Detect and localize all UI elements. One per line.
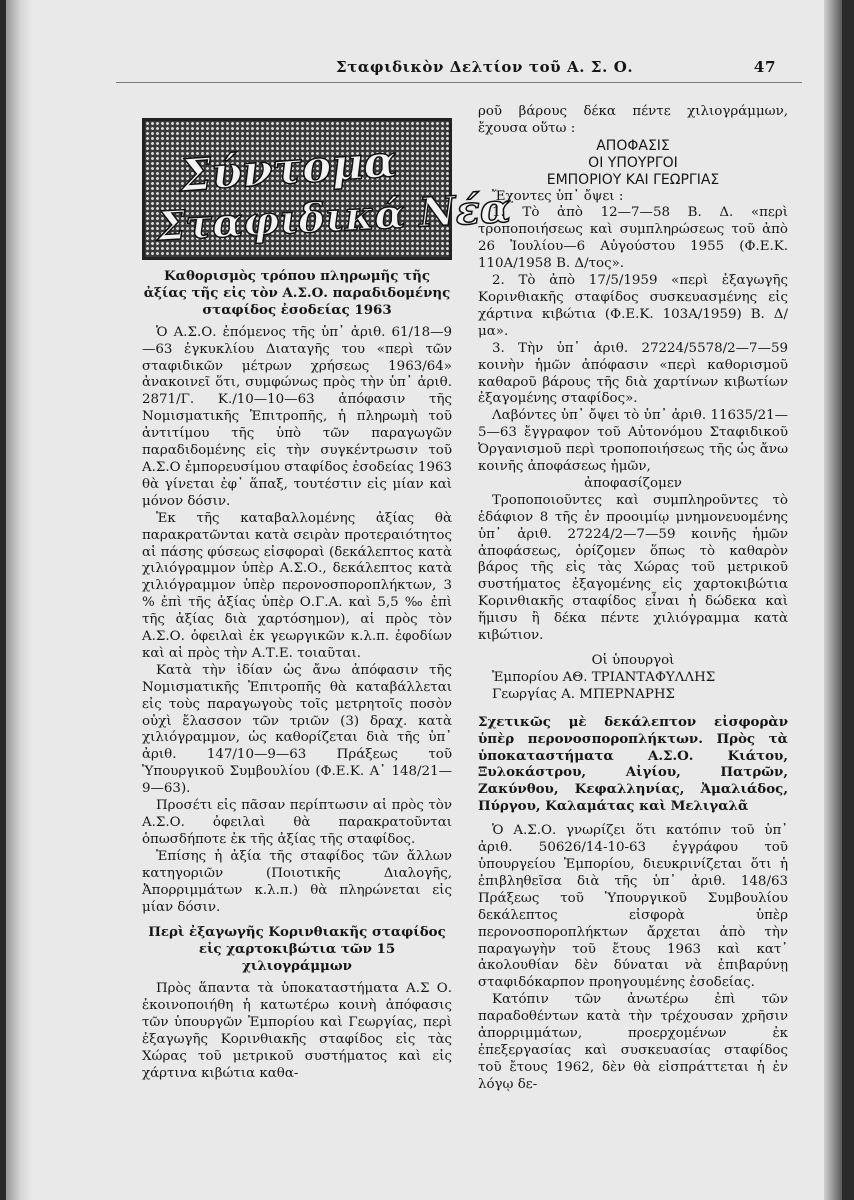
header-rule — [116, 82, 802, 83]
paragraph: Πρὸς ἅπαντα τὰ ὑποκαταστήματα Α.Σ Ο. ἐκοινοποιήθη ἡ κατωτέρω κοινὴ ἀπόφασις τῶν ὑπουργῶν Ἐμπορίου καὶ Γεωργίας, περὶ ἐξαγωγῆς Κορινθιακῆς σταφίδος εἰς τὰς Χώρας τοῦ μετρικοῦ συστήματος καὶ εἰς χάρτινα κιβώτια καθα- — [142, 981, 452, 1081]
decision-heading: ΑΠΟΦΑΣΙΣ — [596, 137, 670, 154]
decision-verb: ἀποφασίζομεν — [584, 475, 682, 491]
list-item: 2. Τὸ ἀπὸ 17/5/1959 «περὶ ἐξαγωγῆς Κορινθιακῆς σταφίδος συσκευασμένης εἰς χάρτινα κιβώτια (Φ.Ε.Κ. 103Α/1959) Β. Δ/μα». — [478, 273, 788, 339]
signature: Γεωργίας Α. ΜΠΕΡΝΑΡΗΣ — [492, 686, 675, 702]
paragraph: Ἔχοντες ὑπ᾽ ὄψει : — [492, 188, 624, 204]
logo-line-2: Σταφιδικά Νέα — [155, 184, 512, 251]
paragraph: Κατόπιν τῶν ἀνωτέρω ἐπὶ τῶν παραδοθέντων κατὰ τὴν τρέχουσαν χρῆσιν ἀπορριμμάτων, προερχομένων ἐκ ἐπεξεργασίας καὶ συσκευασίας σταφίδος τοῦ ἔτους 1962, δὲν θὰ εἰσπράττεται ἡ ἐν λόγῳ δε- — [478, 992, 788, 1092]
left-column — [142, 268, 452, 1083]
ministries-heading: ΕΜΠΟΡΙΟΥ ΚΑΙ ΓΕΩΡΓΙΑΣ — [546, 171, 720, 188]
list-item: 3. Τὴν ὑπ᾽ ἀριθ. 27224/5578/2—7—59 κοινὴν ἡμῶν ἀπόφασιν «περὶ καθορισμοῦ καθαροῦ βάρους τῆς διὰ χαρτίνων κιβωτίων ἐξαγομένης σταφίδος». — [478, 340, 788, 407]
page-edge-shadow — [824, 0, 842, 1200]
article-title: Καθορισμὸς τρόπου πληρωμῆς τῆς ἀξίας τῆς εἰς τὸν Α.Σ.Ο. παραδιδομένης σταφίδος ἐσοδείας 1963 — [143, 268, 451, 318]
logo-line-1: Σύντομα — [178, 135, 399, 202]
paragraph: Λαβόντες ὑπ᾽ ὄψει τὸ ὑπ᾽ ἀριθ. 11635/21—5—63 ἔγγραφον τοῦ Αὐτονόμου Σταφιδικοῦ Ὀργανισμοῦ περὶ τροποποιήσεως τῆς ὡς ἄνω κοινῆς ἀποφάσεως ἡμῶν, — [478, 408, 788, 475]
paragraph: Ὁ Α.Σ.Ο. γνωρίζει ὅτι κατόπιν τοῦ ὑπ᾽ ἀριθ. 50626/14-10-63 ἐγγράφου τοῦ ὑπουργείου Ἐμπορίου, διευκρινίζεται ὅτι ἡ ἐπιβληθεῖσα διὰ τῆς ὑπ᾽ ἀριθ. 148/63 Πράξεως τοῦ Ὑπουργικοῦ Συμβουλίου δεκάλεπτος εἰσφορὰ ὑπὲρ περονοσποροπλήκτων ἄρχεται ἀπὸ τὴν παραγωγὴν τοῦ ἔτους 1963 καὶ κατ᾽ ἀκολουθίαν δὲν δύναται νὰ ἐπιβαρύνῃ σταφιδόκαρπον προηγουμένης ἐσοδείας. — [478, 823, 788, 991]
right-column — [478, 104, 788, 1094]
list-item: 1. Τὸ ἀπὸ 12—7—58 Β. Δ. «περὶ τροποποιήσεως καὶ συμπληρώσεως τοῦ ἀπὸ 26 Ἰουλίου—6 Αὐγούστου 1955 (Φ.Ε.Κ. 110Α/1958 Β. Δ/τος». — [478, 205, 788, 272]
paragraph: Ὁ Α.Σ.Ο. ἐπόμενος τῆς ὑπ᾽ ἀριθ. 61/18—9—63 ἐγκυκλίου Διαταγῆς του «περὶ τῶν σταφιδικῶν μέτρων χρήσεως 1963/64» ἀνακοινεῖ ὅτι, συμφώνως πρὸς τὴν ὑπ᾽ ἀριθ. 2871/Γ. Κ./10—10—63 ἀπόφασιν τῆς Νομισματικῆς Ἐπιτροπῆς, ἡ πληρωμὴ τοῦ ἀντιτίμου τῆς ὑπὸ τῶν παραγωγῶν παραδιδομένης εἰς τὴν συγκέντρωσιν τοῦ Α.Σ.Ο ἐμπορευσίμου σταφίδος ἐσοδείας 1963 θὰ γίνεται ἐφ᾽ ἅπαξ, τουτέστιν εἰς μίαν καὶ μόνον δόσιν. — [142, 324, 452, 509]
page-number: 47 — [753, 58, 776, 76]
running-header — [336, 58, 802, 76]
article-title: Σχετικῶς μὲ δεκάλεπτον εἰσφορὰν ὑπὲρ περονοσποροπλήκτων. Πρὸς τὰ ὑποκαταστήματα Α.Σ.Ο. Κιάτου, Ξυλοκάστρου, Αἰγίου, Πατρῶν, Ζακύνθου, Κεφαλληνίας, Ἀμαλιάδος, Πύργου, Καλαμάτας καὶ Μελιγαλᾶ — [478, 713, 788, 815]
page — [6, 0, 842, 1200]
ministers-heading: ΟΙ ΥΠΟΥΡΓΟΙ — [588, 154, 678, 171]
paragraph: Κατὰ τὴν ἰδίαν ὡς ἄνω ἀπόφασιν τῆς Νομισματικῆς Ἐπιτροπῆς θὰ καταβάλλεται εἰς τοὺς παραγωγοὺς τοῖς μετρητοῖς ποσὸν οὐχὶ ἔλασσον τῶν τριῶν (3) δραχ. κατὰ χιλιόγραμμον, ὡς καθορίζεται διὰ τῆς ὑπ᾽ ἀριθ. 147/10—9—63 Πράξεως τοῦ Ὑπουργικοῦ Συμβουλίου (Φ.Ε.Κ. Α᾽ 148/21—9—63). — [142, 662, 452, 797]
signatories-label: Οἱ ὑπουργοὶ — [591, 653, 675, 668]
book-spine-shadow — [6, 0, 32, 1200]
paragraph: Τροποποιοῦντες καὶ συμπληροῦντες τὸ ἐδάφιον 8 τῆς ἐν προοιμίῳ μνημονευομένης ὑπ᾽ ἀριθ. 27224/2—7—59 κοινῆς ἡμῶν ἀποφάσεως, ὁρίζομεν ὅπως τὸ καθαρὸν βάρος τῆς εἰς τὰς Χώρας τοῦ μετρικοῦ συστήματος ἐξαγομένης εἰς χαρτοκιβώτια Κορινθιακῆς σταφίδος εἶναι ἡ δώδεκα καὶ ἥμισυ ἢ δέκα πέντε χιλιόγραμμα κατὰ κιβώτιον. — [478, 492, 788, 644]
signature: Ἐμπορίου ΑΘ. ΤΡΙΑΝΤΑΦΥΛΛΗΣ — [492, 669, 716, 685]
running-title: Σταφιδικὸν Δελτίον τοῦ Α. Σ. Ο. — [336, 58, 634, 76]
article-title: Περὶ ἐξαγωγῆς Κορινθιακῆς σταφίδος εἰς χαρτοκιβώτια τῶν 15 χιλιογράμμων — [148, 924, 446, 975]
logo-lettering — [145, 121, 512, 251]
paragraph: ροῦ βάρους δέκα πέντε χιλιογράμμων, ἔχουσα οὕτω : — [478, 104, 788, 136]
paragraph: Προσέτι εἰς πᾶσαν περίπτωσιν αἱ πρὸς τὸν Α.Σ.Ο. ὀφειλαὶ θὰ παρακρατοῦνται ὁπωσδήποτε ἐκ τῆς ἀξίας τῆς σταφίδος. — [142, 798, 452, 847]
section-logo — [142, 118, 512, 260]
paragraph: Ἐκ τῆς καταβαλλομένης ἀξίας θὰ παρακρατῶνται κατὰ σειρὰν προτεραιότητος αἱ πάσης φύσεως εἰσφοραὶ (δεκάλεπτος κατὰ χιλιόγραμμον ὑπὲρ Α.Σ.Ο., δεκάλεπτος κατὰ χιλιόγραμμον ὑπὲρ περονοσποροπλήκτων, 3 % ἐπὶ τῆς ἀξίας ὑπὲρ Ο.Γ.Α. καὶ 5,5 ‰ ἐπὶ τῆς ἀξίας διὰ χαρτόσημον), αἱ πρὸς τὸν Α.Σ.Ο. ὀφειλαὶ ἐκ γεωργικῶν κ.λ.π. ἐφοδίων καὶ αἱ πρὸς τὴν Α.Τ.Ε. τοιαῦται. — [142, 510, 452, 661]
paragraph: Ἐπίσης ἡ ἀξία τῆς σταφίδος τῶν ἄλλων κατηγοριῶν (Ποιοτικῆς Διαλογῆς, Ἀπορριμμάτων κ.λ.π.) θὰ πληρώνεται εἰς μίαν δόσιν. — [142, 848, 452, 915]
